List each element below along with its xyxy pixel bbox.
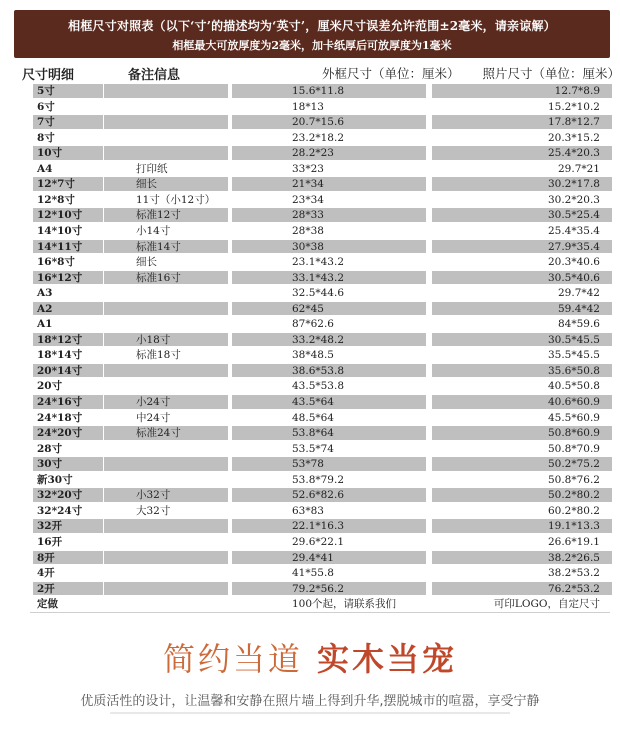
info-banner <box>14 10 610 58</box>
table-row <box>0 207 620 223</box>
banner-line-1: 相框尺寸对照表（以下‘寸’的描述均为‘英寸’，厘米尺寸误差允许范围±2毫米，请亲谅解） <box>68 19 556 33</box>
subtitle: 优质活性的设计，让温馨和安静在照片墙上得到升华,摆脱城市的喧嚣，享受宁静 <box>80 694 540 709</box>
size-cell: 32*20寸 <box>33 488 103 502</box>
outer-size-cell: 23.1*43.2 <box>292 256 345 269</box>
photo-size-cell: 12.7*8.9 <box>432 84 612 98</box>
outer-size-cell: 28.2*23 <box>232 146 426 160</box>
size-cell: 5寸 <box>33 84 103 98</box>
photo-size-cell: 76.2*53.2 <box>432 582 612 596</box>
note-cell <box>104 473 228 487</box>
banner-line-2: 相框最大可放厚度为2毫米，加卡纸厚后可放厚度为1毫米 <box>172 39 452 52</box>
note-cell: 小14寸 <box>136 225 171 237</box>
note-cell: 细长 <box>104 177 228 191</box>
outer-size-cell: 15.6*11.8 <box>232 84 426 98</box>
photo-size-cell: 30.5*45.5 <box>432 333 612 347</box>
outer-size-cell: 20.7*15.6 <box>232 115 426 129</box>
header-note: 备注信息 <box>128 68 181 83</box>
outer-size-cell: 79.2*56.2 <box>232 582 426 596</box>
size-cell: 12*8寸 <box>37 193 75 206</box>
photo-size-cell: 50.2*75.2 <box>432 457 612 471</box>
note-cell <box>104 457 228 471</box>
note-cell: 大32寸 <box>136 504 171 517</box>
photo-size-cell: 40.6*60.9 <box>432 395 612 409</box>
note-cell: 小24寸 <box>104 395 228 409</box>
photo-size-cell: 25.4*20.3 <box>432 146 612 160</box>
divider <box>30 612 610 613</box>
size-cell: 定做 <box>37 598 58 611</box>
note-cell <box>104 115 228 129</box>
photo-size-cell: 40.5*50.8 <box>547 380 600 393</box>
slogan-part-1: 简约当道 <box>162 640 303 678</box>
photo-size-cell: 30.5*40.6 <box>432 271 612 285</box>
size-cell: 24*20寸 <box>33 426 103 440</box>
note-cell <box>104 131 228 145</box>
table-row <box>0 565 620 581</box>
table-row <box>0 518 620 534</box>
note-cell: 标准12寸 <box>104 208 228 222</box>
table-row <box>0 83 620 99</box>
outer-size-cell: 28*33 <box>232 208 426 222</box>
size-cell: 16*12寸 <box>33 271 103 285</box>
photo-size-cell: 84*59.6 <box>558 318 600 331</box>
table-row <box>0 581 620 597</box>
photo-size-cell: 50.2*80.2 <box>432 488 612 502</box>
table-row <box>0 114 620 130</box>
table-row <box>0 425 620 441</box>
photo-size-cell: 59.4*42 <box>432 302 612 316</box>
note-cell: 打印纸 <box>136 162 168 175</box>
photo-size-cell: 20.3*40.6 <box>547 256 600 269</box>
note-cell <box>104 364 228 378</box>
size-cell: 12*7寸 <box>33 177 103 191</box>
size-cell: 8开 <box>33 551 103 565</box>
note-cell <box>104 551 228 565</box>
size-cell: 18*14寸 <box>37 349 83 362</box>
photo-size-cell: 35.5*45.5 <box>547 349 600 362</box>
size-cell: 20*14寸 <box>33 364 103 378</box>
size-cell: 14*11寸 <box>33 240 103 254</box>
outer-size-cell: 53.5*74 <box>292 442 334 455</box>
table-row <box>0 347 620 363</box>
note-cell <box>104 302 228 316</box>
photo-size-cell: 35.6*50.8 <box>432 364 612 378</box>
size-cell: 24*18寸 <box>37 411 83 424</box>
note-cell: 11寸（小12寸） <box>136 193 216 206</box>
table-row <box>0 99 620 115</box>
table-row <box>0 254 620 270</box>
table-row <box>0 503 620 519</box>
outer-size-cell: 87*62.6 <box>292 318 334 331</box>
header-size: 尺寸明细 <box>22 68 75 83</box>
table-row <box>0 378 620 394</box>
header-photo-size: 照片尺寸（单位：厘米） <box>482 66 620 81</box>
outer-size-cell: 52.6*82.6 <box>232 488 426 502</box>
photo-size-cell: 20.3*15.2 <box>547 131 600 144</box>
note-cell: 中24寸 <box>136 411 171 424</box>
outer-size-cell: 29.4*41 <box>232 551 426 565</box>
outer-size-cell: 62*45 <box>232 302 426 316</box>
size-cell: 6寸 <box>37 100 55 113</box>
size-cell: 4开 <box>37 567 55 579</box>
table-row <box>0 550 620 566</box>
note-cell <box>104 442 228 456</box>
table-row <box>0 176 620 192</box>
photo-size-cell: 29.7*21 <box>558 162 600 175</box>
size-cell: 32*24寸 <box>37 504 83 517</box>
photo-size-cell: 30.2*20.3 <box>547 193 600 206</box>
outer-size-cell: 33*23 <box>292 162 324 175</box>
outer-size-cell: 43.5*64 <box>232 395 426 409</box>
size-cell: A3 <box>37 287 53 300</box>
photo-size-cell: 19.1*13.3 <box>432 519 612 533</box>
table-row <box>0 301 620 317</box>
outer-size-cell: 41*55.8 <box>292 567 334 579</box>
outer-size-cell: 22.1*16.3 <box>232 519 426 533</box>
outer-size-cell: 28*38 <box>292 225 324 237</box>
size-cell: 16开 <box>37 536 63 548</box>
note-cell <box>104 146 228 160</box>
table-row <box>0 472 620 488</box>
outer-size-cell: 100个起，请联系我们 <box>292 598 397 611</box>
outer-size-cell: 33.1*43.2 <box>232 271 426 285</box>
size-cell: A4 <box>37 162 53 175</box>
note-cell: 标准16寸 <box>104 271 228 285</box>
table-row <box>0 394 620 410</box>
outer-size-cell: 48.5*64 <box>292 411 334 424</box>
slogan-part-2: 实木当宠 <box>317 640 458 678</box>
table-row <box>0 316 620 332</box>
outer-size-cell: 33.2*48.2 <box>232 333 426 347</box>
photo-size-cell: 30.2*17.8 <box>432 177 612 191</box>
size-cell: 12*10寸 <box>33 208 103 222</box>
table-row <box>0 332 620 348</box>
slogan <box>0 634 620 680</box>
size-cell: 7寸 <box>33 115 103 129</box>
header-outer-size: 外框尺寸（单位：厘米） <box>322 66 460 81</box>
table-row <box>0 441 620 457</box>
table-row <box>0 239 620 255</box>
note-cell <box>104 100 228 114</box>
table-row <box>0 145 620 161</box>
table-row <box>0 456 620 472</box>
table-row <box>0 130 620 146</box>
photo-size-cell: 17.8*12.7 <box>432 115 612 129</box>
outer-size-cell: 21*34 <box>232 177 426 191</box>
photo-size-cell: 50.8*76.2 <box>547 473 600 486</box>
table-row <box>0 534 620 550</box>
size-cell: 18*12寸 <box>33 333 103 347</box>
size-cell: 新30寸 <box>37 473 73 486</box>
note-cell: 标准14寸 <box>104 240 228 254</box>
outer-size-cell: 43.5*53.8 <box>292 380 345 393</box>
photo-size-cell: 可印LOGO，自定尺寸 <box>493 598 600 611</box>
size-cell: 10寸 <box>33 146 103 160</box>
size-cell: 32开 <box>33 519 103 533</box>
outer-size-cell: 53.8*79.2 <box>292 473 345 486</box>
note-cell: 标准24寸 <box>104 426 228 440</box>
table-row <box>0 161 620 177</box>
table-row <box>0 363 620 379</box>
size-cell: 20寸 <box>37 380 63 393</box>
outer-size-cell: 23*34 <box>292 193 324 206</box>
table-row <box>0 285 620 301</box>
size-cell: 28寸 <box>37 442 63 455</box>
photo-size-cell: 50.8*60.9 <box>432 426 612 440</box>
outer-size-cell: 63*83 <box>292 504 324 517</box>
note-cell <box>104 379 228 393</box>
table-row <box>0 410 620 426</box>
note-cell <box>104 597 228 611</box>
note-cell <box>104 566 228 580</box>
outer-size-cell: 53.8*64 <box>232 426 426 440</box>
photo-size-cell: 30.5*25.4 <box>432 208 612 222</box>
outer-size-cell: 23.2*18.2 <box>292 131 345 144</box>
note-cell: 标准18寸 <box>136 349 181 362</box>
note-cell: 小18寸 <box>104 333 228 347</box>
photo-size-cell: 15.2*10.2 <box>547 100 600 113</box>
size-cell: 2开 <box>33 582 103 596</box>
size-cell: 8寸 <box>37 131 55 144</box>
size-cell: 30寸 <box>33 457 103 471</box>
note-cell <box>104 535 228 549</box>
photo-size-cell: 27.9*35.4 <box>432 240 612 254</box>
photo-size-cell: 45.5*60.9 <box>547 411 600 424</box>
table-row <box>0 223 620 239</box>
size-cell: 24*16寸 <box>33 395 103 409</box>
size-cell: A1 <box>37 318 53 331</box>
outer-size-cell: 30*38 <box>232 240 426 254</box>
photo-size-cell: 26.6*19.1 <box>547 536 600 548</box>
photo-size-cell: 29.7*42 <box>558 287 600 300</box>
size-cell: A2 <box>33 302 103 316</box>
outer-size-cell: 38*48.5 <box>292 349 334 362</box>
size-cell: 14*10寸 <box>37 225 83 237</box>
note-cell <box>104 519 228 533</box>
size-cell: 16*8寸 <box>37 256 75 269</box>
outer-size-cell: 29.6*22.1 <box>292 536 345 548</box>
photo-size-cell: 60.2*80.2 <box>547 504 600 517</box>
note-cell <box>104 582 228 596</box>
outer-size-cell: 32.5*44.6 <box>292 287 345 300</box>
note-cell <box>104 286 228 300</box>
table-row <box>0 192 620 208</box>
photo-size-cell: 50.8*70.9 <box>547 442 600 455</box>
photo-size-cell: 38.2*53.2 <box>547 567 600 579</box>
photo-size-cell: 38.2*26.5 <box>432 551 612 565</box>
table-row <box>0 596 620 612</box>
table-row <box>0 487 620 503</box>
note-cell <box>104 84 228 98</box>
fine-print-strip <box>110 712 510 714</box>
outer-size-cell: 38.6*53.8 <box>232 364 426 378</box>
table-row <box>0 270 620 286</box>
note-cell: 细长 <box>136 256 157 269</box>
note-cell: 小32寸 <box>104 488 228 502</box>
outer-size-cell: 18*13 <box>292 100 324 113</box>
note-cell <box>104 317 228 331</box>
photo-size-cell: 25.4*35.4 <box>547 225 600 237</box>
outer-size-cell: 53*78 <box>232 457 426 471</box>
